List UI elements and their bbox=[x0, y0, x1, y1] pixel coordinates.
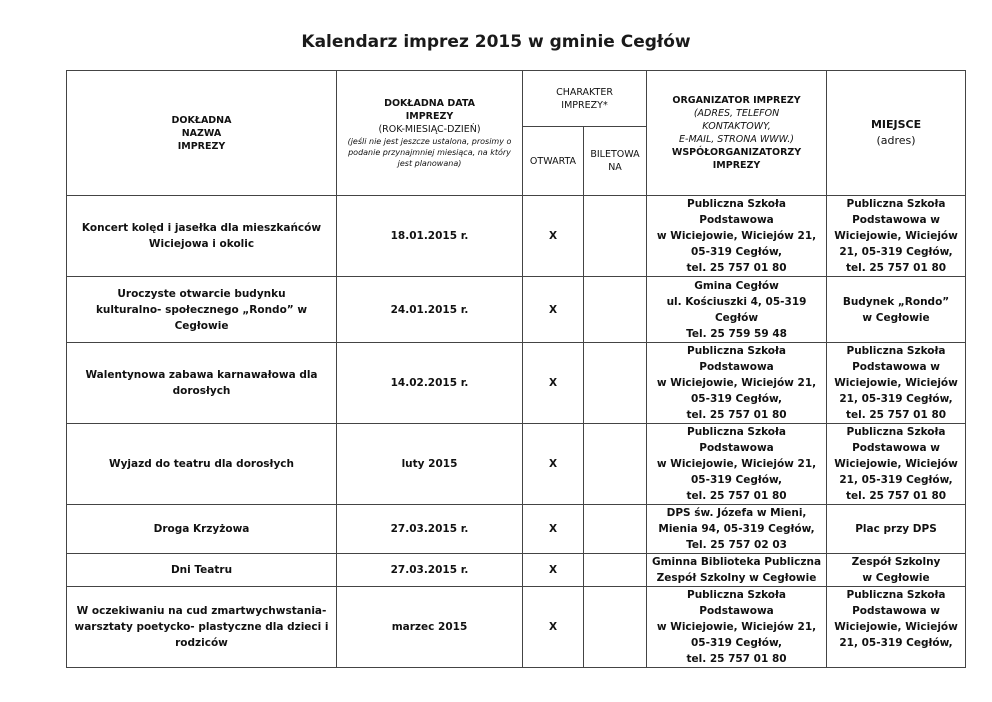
table-row bbox=[67, 424, 966, 505]
event-ticketed-mark bbox=[584, 505, 647, 554]
header-otwarta: OTWARTA bbox=[523, 127, 584, 196]
event-place-cell: Plac przy DPS bbox=[827, 505, 966, 554]
header-charakter: CHARAKTER IMPREZY* bbox=[523, 71, 647, 127]
event-date-cell: 27.03.2015 r. bbox=[337, 505, 523, 554]
event-open-mark: X bbox=[523, 424, 584, 505]
header-name: DOKŁADNA NAZWA IMPREZY bbox=[67, 71, 337, 196]
event-place-cell: Zespół Szkolny w Cegłowie bbox=[827, 554, 966, 587]
event-date-cell: luty 2015 bbox=[337, 424, 523, 505]
event-ticketed-mark bbox=[584, 554, 647, 587]
event-date-cell: 24.01.2015 r. bbox=[337, 277, 523, 343]
event-ticketed-mark bbox=[584, 277, 647, 343]
event-date-cell: 18.01.2015 r. bbox=[337, 196, 523, 277]
event-name-cell: Walentynowa zabawa karnawałowa dla dorosłych bbox=[67, 343, 337, 424]
event-ticketed-mark bbox=[584, 424, 647, 505]
event-open-mark: X bbox=[523, 343, 584, 424]
event-name-cell: Koncert kolęd i jasełka dla mieszkańców Wiciejowa i okolic bbox=[67, 196, 337, 277]
event-date-cell: 14.02.2015 r. bbox=[337, 343, 523, 424]
event-organizer-cell: Publiczna Szkoła Podstawowa w Wiciejowie, Wiciejów 21, 05-319 Cegłów, tel. 25 757 01 80 bbox=[647, 587, 827, 668]
events-table bbox=[66, 70, 966, 668]
event-organizer-cell: Publiczna Szkoła Podstawowa w Wiciejowie, Wiciejów 21, 05-319 Cegłów, tel. 25 757 01 80 bbox=[647, 196, 827, 277]
event-ticketed-mark bbox=[584, 587, 647, 668]
table-row bbox=[67, 554, 966, 587]
event-place-cell: Publiczna Szkoła Podstawowa w Wiciejowie, Wiciejów 21, 05-319 Cegłów, bbox=[827, 587, 966, 668]
event-open-mark: X bbox=[523, 554, 584, 587]
event-organizer-cell: Gmina Cegłów ul. Kościuszki 4, 05-319 Cegłów Tel. 25 759 59 48 bbox=[647, 277, 827, 343]
event-organizer-cell: DPS św. Józefa w Mieni, Mienia 94, 05-319 Cegłów, Tel. 25 757 02 03 bbox=[647, 505, 827, 554]
header-organizer: ORGANIZATOR IMPREZY (ADRES, TELEFON KONTAKTOWY, E-MAIL, STRONA WWW.) WSPÓŁORGANIZATORZY IMPREZY bbox=[647, 71, 827, 196]
event-open-mark: X bbox=[523, 505, 584, 554]
event-date-cell: 27.03.2015 r. bbox=[337, 554, 523, 587]
header-date: DOKŁADNA DATA IMPREZY (ROK-MIESIĄC-DZIEŃ) (jeśli nie jest jeszcze ustalona, prosimy o podanie przynajmniej miesiąca, na który jest planowana) bbox=[337, 71, 523, 196]
table-row bbox=[67, 196, 966, 277]
document-title: Kalendarz imprez 2015 w gminie Cegłów bbox=[301, 32, 691, 52]
header-date-note: (jeśli nie jest jeszcze ustalona, prosimy o podanie przynajmniej miesiąca, na który jest planowana) bbox=[347, 137, 512, 168]
event-name-cell: W oczekiwaniu na cud zmartwychwstania- warsztaty poetycko- plastyczne dla dzieci i rodziców bbox=[67, 587, 337, 668]
event-name-cell: Wyjazd do teatru dla dorosłych bbox=[67, 424, 337, 505]
table-row bbox=[67, 587, 966, 668]
table-row bbox=[67, 505, 966, 554]
event-organizer-cell: Publiczna Szkoła Podstawowa w Wiciejowie, Wiciejów 21, 05-319 Cegłów, tel. 25 757 01 80 bbox=[647, 424, 827, 505]
header-biletowana: BILETOWA NA bbox=[584, 127, 647, 196]
table-row bbox=[67, 343, 966, 424]
event-organizer-cell: Gminna Biblioteka Publiczna Zespół Szkolny w Cegłowie bbox=[647, 554, 827, 587]
header-row-1 bbox=[67, 71, 966, 127]
event-name-cell: Dni Teatru bbox=[67, 554, 337, 587]
event-open-mark: X bbox=[523, 587, 584, 668]
event-place-cell: Publiczna Szkoła Podstawowa w Wiciejowie, Wiciejów 21, 05-319 Cegłów, tel. 25 757 01 80 bbox=[827, 196, 966, 277]
event-date-cell: marzec 2015 bbox=[337, 587, 523, 668]
event-place-cell: Publiczna Szkoła Podstawowa w Wiciejowie, Wiciejów 21, 05-319 Cegłów, tel. 25 757 01 80 bbox=[827, 343, 966, 424]
event-ticketed-mark bbox=[584, 343, 647, 424]
event-name-cell: Uroczyste otwarcie budynku kulturalno- społecznego „Rondo” w Cegłowie bbox=[67, 277, 337, 343]
event-place-cell: Budynek „Rondo” w Cegłowie bbox=[827, 277, 966, 343]
event-name-cell: Droga Krzyżowa bbox=[67, 505, 337, 554]
event-organizer-cell: Publiczna Szkoła Podstawowa w Wiciejowie, Wiciejów 21, 05-319 Cegłów, tel. 25 757 01 80 bbox=[647, 343, 827, 424]
event-open-mark: X bbox=[523, 196, 584, 277]
table-row bbox=[67, 277, 966, 343]
event-open-mark: X bbox=[523, 277, 584, 343]
header-place: MIEJSCE (adres) bbox=[827, 71, 966, 196]
event-ticketed-mark bbox=[584, 196, 647, 277]
event-place-cell: Publiczna Szkoła Podstawowa w Wiciejowie, Wiciejów 21, 05-319 Cegłów, tel. 25 757 01 80 bbox=[827, 424, 966, 505]
